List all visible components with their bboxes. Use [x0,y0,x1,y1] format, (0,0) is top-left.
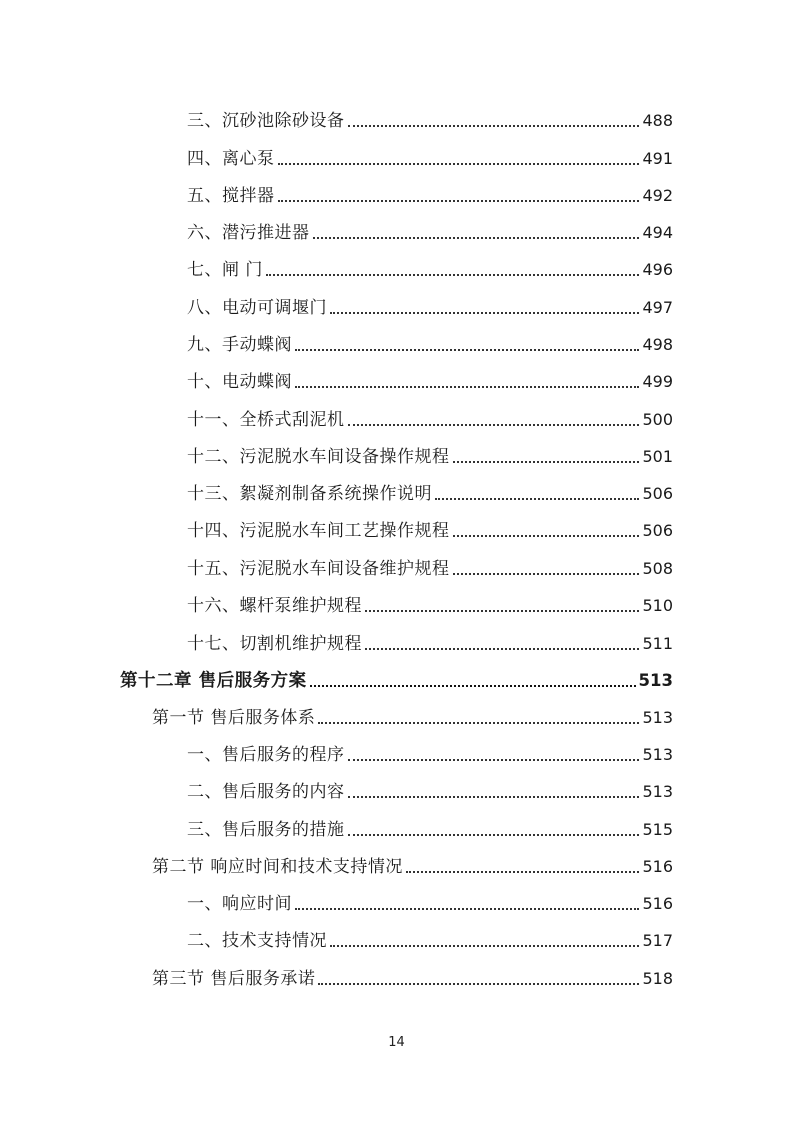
toc-entry[interactable] [187,629,673,655]
toc-entry[interactable] [187,815,673,841]
toc-entry-title: 十三、絮凝剂制备系统操作说明 [187,484,432,504]
dot-leader [278,200,640,202]
toc-entry-page: 513 [638,671,673,690]
toc-entry[interactable] [187,889,673,915]
toc-entry[interactable] [187,181,673,207]
dot-leader [348,796,640,798]
toc-entry-page: 511 [642,634,673,653]
toc-entry-page: 517 [642,931,673,950]
toc-entry-page: 498 [642,335,673,354]
toc-entry[interactable] [187,516,673,542]
toc-entry[interactable] [187,442,673,468]
toc-entry-title: 六、潜污推进器 [187,223,310,243]
dot-leader [295,908,639,910]
toc-entry-page: 491 [642,149,673,168]
toc-chapter-entry[interactable] [120,666,673,692]
toc-entry[interactable] [187,367,673,393]
toc-entry[interactable] [187,293,673,319]
toc-entry-title: 十七、切割机维护规程 [187,634,362,654]
toc-entry-title: 十一、全桥式刮泥机 [187,410,345,430]
toc-entry-page: 513 [642,745,673,764]
toc-entry-title: 二、售后服务的内容 [187,782,345,802]
toc-entry[interactable] [187,218,673,244]
toc-entry-title: 三、售后服务的措施 [187,820,345,840]
toc-entry-page: 515 [642,820,673,839]
toc-entry[interactable] [187,591,673,617]
dot-leader [330,312,639,314]
toc-entry[interactable] [187,330,673,356]
dot-leader [365,648,639,650]
toc-entry-title: 十五、污泥脱水车间设备维护规程 [187,559,450,579]
toc-entry-title: 九、手动蝶阀 [187,335,292,355]
toc-section-entry[interactable] [152,703,673,729]
toc-entry-title: 八、电动可调堰门 [187,298,327,318]
toc-entry[interactable] [187,740,673,766]
toc-entry[interactable] [187,479,673,505]
toc-entry-page: 496 [642,260,673,279]
toc-entry-title: 第一节 售后服务体系 [152,708,316,728]
toc-entry-title: 二、技术支持情况 [187,931,327,951]
toc-entry-page: 501 [642,447,673,466]
toc-entry-page: 516 [642,894,673,913]
toc-entry-page: 506 [642,484,673,503]
toc-entry-title: 十、电动蝶阀 [187,372,292,392]
toc-section-entry[interactable] [152,852,673,878]
dot-leader [406,871,640,873]
toc-entry[interactable] [187,255,673,281]
toc-entry-page: 497 [642,298,673,317]
toc-entry[interactable] [187,926,673,952]
toc-entry-title: 七、闸 门 [187,260,263,280]
dot-leader [310,685,636,687]
toc-entry-page: 492 [642,186,673,205]
toc-entry[interactable] [187,106,673,132]
page-number: 14 [388,1035,405,1050]
toc-entry[interactable] [187,405,673,431]
toc-entry-page: 506 [642,521,673,540]
dot-leader [330,945,639,947]
toc-entry-title: 十四、污泥脱水车间工艺操作规程 [187,521,450,541]
toc-entry-page: 500 [642,410,673,429]
toc-entry[interactable] [187,554,673,580]
dot-leader [295,349,639,351]
toc-section-entry[interactable] [152,964,673,990]
toc-entry-page: 516 [642,857,673,876]
toc-entry-title: 第三节 售后服务承诺 [152,969,316,989]
toc-entry-title: 四、离心泵 [187,149,275,169]
toc-entry-title: 一、响应时间 [187,894,292,914]
toc-entry-title: 三、沉砂池除砂设备 [187,111,345,131]
dot-leader [266,274,640,276]
dot-leader [313,237,640,239]
dot-leader [348,424,640,426]
toc-entry-page: 513 [642,782,673,801]
dot-leader [435,498,639,500]
dot-leader [453,573,640,575]
dot-leader [348,125,640,127]
toc-entry-title: 五、搅拌器 [187,186,275,206]
dot-leader [453,535,640,537]
toc-entry[interactable] [187,777,673,803]
toc-entry-page: 518 [642,969,673,988]
toc-entry-page: 494 [642,223,673,242]
toc-entry-title: 第二节 响应时间和技术支持情况 [152,857,403,877]
dot-leader [318,722,639,724]
toc-entry-title: 十二、污泥脱水车间设备操作规程 [187,447,450,467]
toc-entry-page: 488 [642,111,673,130]
toc-entry-page: 510 [642,596,673,615]
toc-entry-title: 第十二章 售后服务方案 [120,671,307,691]
toc-entry-title: 一、售后服务的程序 [187,745,345,765]
toc-entry-page: 508 [642,559,673,578]
dot-leader [453,461,640,463]
dot-leader [318,983,639,985]
toc-entry[interactable] [187,144,673,170]
toc-entry-page: 499 [642,372,673,391]
dot-leader [278,163,640,165]
dot-leader [295,386,639,388]
dot-leader [365,610,639,612]
dot-leader [348,759,640,761]
toc-entry-title: 十六、螺杆泵维护规程 [187,596,362,616]
dot-leader [348,834,640,836]
toc-entry-page: 513 [642,708,673,727]
